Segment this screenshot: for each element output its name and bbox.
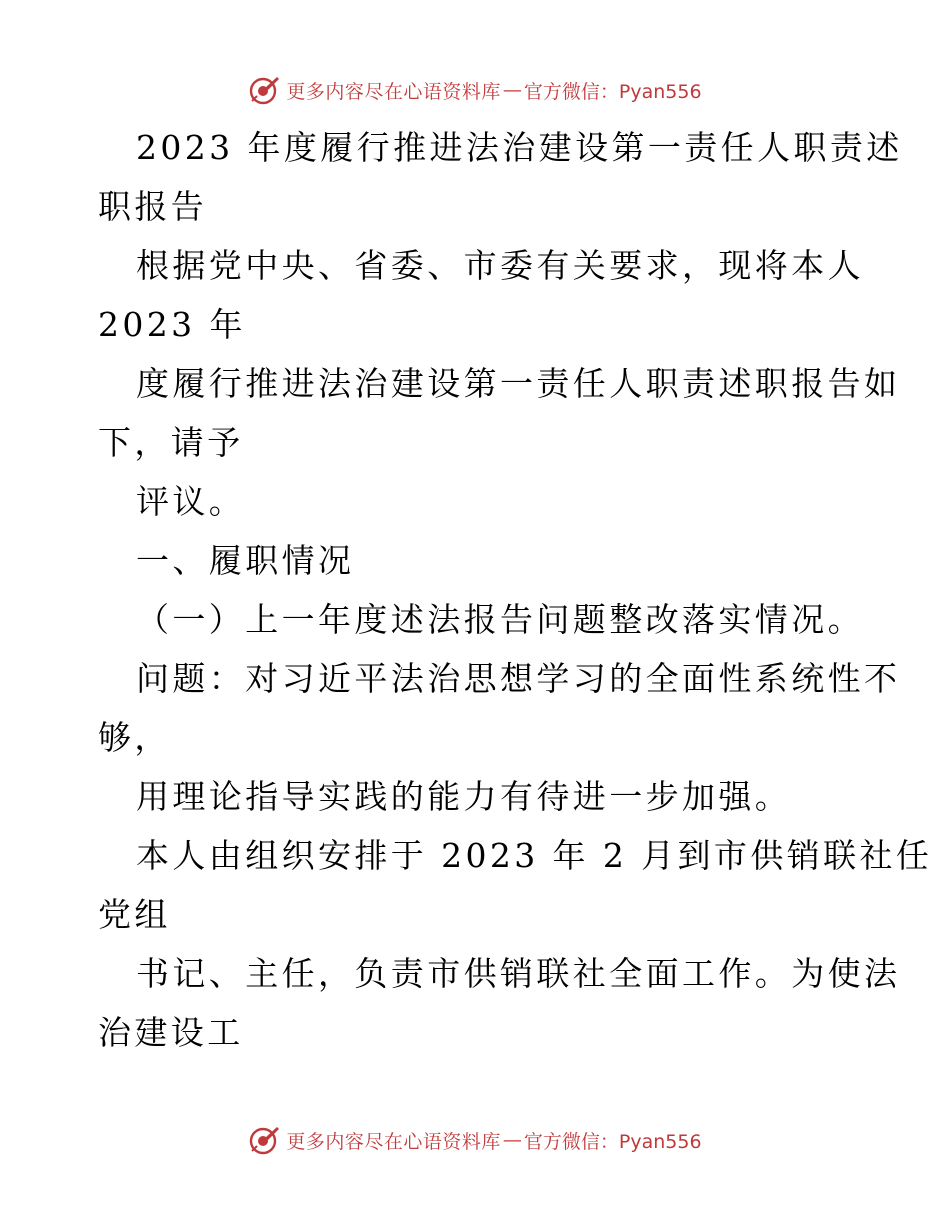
text-line: 评议。: [136, 482, 246, 521]
section-heading: 一、履职情况: [136, 541, 355, 580]
text-line: 2023 年: [98, 305, 246, 344]
text-line: 本人由组织安排于 2023 年 2 月到市供销联社任: [136, 836, 933, 875]
footer-watermark-banner: [0, 1120, 950, 1160]
text-line: 书记、主任，负责市供销联社全面工作。为使法: [136, 954, 901, 993]
text-line: 用理论指导实践的能力有待进一步加强。: [136, 777, 792, 816]
text-line: 度履行推进法治建设第一责任人职责述职报告如: [136, 364, 901, 403]
text-line: 问题：对习近平法治思想学习的全面性系统性不: [136, 659, 901, 698]
text-line: 下，请予: [98, 423, 244, 462]
text-line: 够，: [98, 718, 171, 757]
pen-logo-icon: [248, 1124, 280, 1156]
text-line: 治建设工: [98, 1013, 244, 1052]
text-line: 职报告: [98, 187, 208, 226]
footer-watermark-text: 更多内容尽在心语资料库: [286, 1130, 501, 1153]
footer-watermark-contact: 官方微信：Pyan556: [523, 1130, 702, 1153]
pen-logo-icon: [248, 74, 280, 106]
document-body: [98, 118, 933, 1062]
text-line: 2023 年度履行推进法治建设第一责任人职责述: [136, 128, 903, 167]
footer-watermark-dash: —: [502, 1129, 522, 1151]
header-watermark-text: 更多内容尽在心语资料库: [286, 80, 501, 103]
text-line: 根据党中央、省委、市委有关要求，现将本人: [136, 246, 864, 285]
header-watermark-banner: [0, 70, 950, 110]
header-watermark-dash: —: [502, 79, 522, 101]
text-line: 党组: [98, 895, 171, 934]
subsection-heading: （一）上一年度述法报告问题整改落实情况。: [136, 600, 864, 639]
header-watermark-contact: 官方微信：Pyan556: [523, 80, 702, 103]
